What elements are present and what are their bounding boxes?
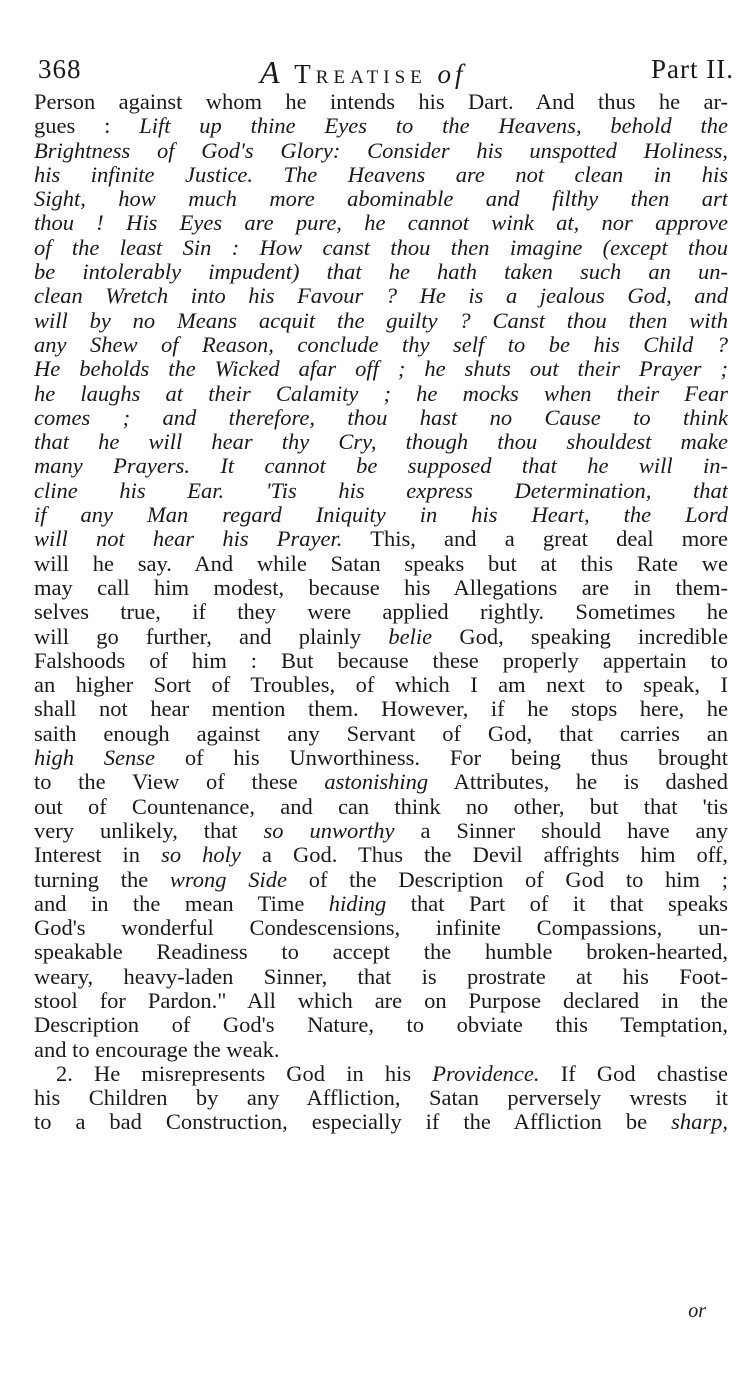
roman-text: a Sinner should have any bbox=[394, 818, 728, 843]
roman-text: selves true, if they were applied rightly. Sometimes he bbox=[34, 600, 728, 625]
italic-text: Lift up thine Eyes to the Heavens, behold the bbox=[139, 114, 728, 139]
italic-text: sharp, bbox=[671, 1110, 728, 1135]
catchword: or bbox=[688, 1300, 706, 1322]
roman-text: and in the mean Time bbox=[34, 891, 329, 916]
italic-text: any Shew of Reason, conclude thy self to be his Child ? bbox=[34, 332, 728, 357]
roman-text: out of Countenance, and can think no other, but that 'tis bbox=[34, 794, 728, 819]
running-title bbox=[260, 54, 467, 91]
running-title-of: of bbox=[437, 59, 467, 89]
text-line bbox=[34, 965, 728, 989]
italic-text: cline his Ear. 'Tis his express Determination, that bbox=[34, 478, 728, 503]
roman-text: very unlikely, that bbox=[34, 818, 264, 843]
text-line bbox=[34, 163, 728, 187]
italic-text: of the least Sin : How canst thou then imagine (except thou bbox=[34, 235, 728, 260]
roman-text: This, and a great deal more bbox=[342, 527, 728, 552]
part-label: Part II. bbox=[651, 54, 734, 84]
text-line bbox=[34, 260, 728, 284]
text-line bbox=[34, 819, 728, 843]
text-line bbox=[34, 211, 728, 235]
roman-text: Interest in bbox=[34, 843, 162, 868]
italic-text: he laughs at their Calamity ; he mocks when their Fear bbox=[34, 381, 728, 406]
text-line bbox=[34, 382, 728, 406]
italic-text: will by no Means acquit the guilty ? Canst thou then with bbox=[34, 308, 728, 333]
italic-text: Providence. bbox=[432, 1061, 540, 1086]
text-line bbox=[34, 868, 728, 892]
text-line bbox=[34, 1062, 728, 1086]
italic-text: will not hear his Prayer. bbox=[34, 527, 343, 552]
roman-text: will he say. And while Satan speaks but at this Rate we bbox=[34, 551, 728, 576]
roman-text: of his Unworthiness. For being thus brought bbox=[155, 746, 728, 771]
italic-text: many Prayers. It cannot be supposed that he will in- bbox=[34, 454, 728, 479]
text-line bbox=[34, 333, 728, 357]
text-line bbox=[34, 649, 728, 673]
text-line bbox=[34, 770, 728, 794]
roman-text: will go further, and plainly bbox=[34, 624, 389, 649]
roman-text: speakable Readiness to accept the humble broken-hearted, bbox=[34, 940, 728, 965]
roman-text: that Part of it that speaks bbox=[386, 891, 728, 916]
italic-text: wrong Side bbox=[169, 867, 287, 892]
text-line bbox=[34, 1038, 728, 1062]
italic-text: astonishing bbox=[324, 770, 429, 795]
body-text bbox=[34, 90, 728, 1135]
text-line bbox=[34, 503, 728, 527]
roman-text: and to encourage the weak. bbox=[34, 1037, 280, 1062]
italic-text: He beholds the Wicked afar off ; he shuts out their Prayer ; bbox=[34, 357, 728, 382]
text-line bbox=[34, 795, 728, 819]
running-title-word: Treatise bbox=[294, 59, 427, 89]
text-line bbox=[34, 90, 728, 114]
italic-text: thou ! His Eyes are pure, he cannot wink at, nor approve bbox=[34, 211, 728, 236]
roman-text: 2. He misrepresents God in his bbox=[56, 1061, 433, 1086]
page-number: 368 bbox=[38, 54, 82, 84]
text-line bbox=[34, 284, 728, 308]
roman-text: Description of God's Nature, to obviate this Temptation, bbox=[34, 1013, 728, 1038]
italic-text: clean Wretch into his Favour ? He is a jealous God, and bbox=[34, 284, 728, 309]
text-line bbox=[34, 625, 728, 649]
italic-text: so holy bbox=[161, 843, 241, 868]
roman-text: his Children by any Affliction, Satan perversely wrests it bbox=[34, 1086, 728, 1111]
text-line bbox=[34, 454, 728, 478]
roman-text: gues : bbox=[34, 114, 140, 139]
text-line bbox=[34, 114, 728, 138]
text-line bbox=[34, 236, 728, 260]
text-line bbox=[34, 187, 728, 211]
text-line bbox=[34, 746, 728, 770]
text-line bbox=[34, 309, 728, 333]
roman-text: a God. Thus the Devil affrights him off, bbox=[240, 843, 728, 868]
italic-text: be intolerably impudent) that he hath taken such an un- bbox=[34, 260, 728, 285]
italic-text: Brightness of God's Glory: Consider his unspotted Holiness, bbox=[34, 138, 728, 163]
roman-text: turning the bbox=[34, 867, 170, 892]
roman-text: saith enough against any Servant of God, that carries an bbox=[34, 721, 728, 746]
text-line bbox=[34, 892, 728, 916]
roman-text: Falshoods of him : But because these properly appertain to bbox=[34, 648, 728, 673]
text-line bbox=[34, 479, 728, 503]
text-line bbox=[34, 722, 728, 746]
italic-text: hiding bbox=[328, 891, 387, 916]
text-line bbox=[34, 552, 728, 576]
text-line bbox=[34, 1110, 728, 1134]
roman-text: Person against whom he intends his Dart. And thus he ar- bbox=[34, 90, 728, 114]
italic-text: high Sense bbox=[34, 746, 156, 771]
roman-text: God's wonderful Condescensions, infinite Compassions, un- bbox=[34, 916, 728, 941]
roman-text: weary, heavy-laden Sinner, that is prostrate at his Foot- bbox=[34, 964, 728, 989]
roman-text: to a bad Construction, especially if the Affliction be bbox=[34, 1110, 672, 1135]
text-line bbox=[34, 576, 728, 600]
text-line bbox=[34, 673, 728, 697]
roman-text: shall not hear mention them. However, if he stops here, he bbox=[34, 697, 728, 722]
text-line bbox=[34, 1086, 728, 1110]
running-title-initial: A bbox=[260, 54, 284, 90]
text-line bbox=[34, 989, 728, 1013]
text-line bbox=[34, 430, 728, 454]
roman-text: to the View of these bbox=[34, 770, 325, 795]
italic-text: that he will hear thy Cry, though thou shouldest make bbox=[34, 430, 728, 455]
italic-text: so unworthy bbox=[263, 818, 395, 843]
roman-text: may call him modest, because his Allegations are in them- bbox=[34, 575, 728, 600]
text-line bbox=[34, 843, 728, 867]
text-line bbox=[34, 600, 728, 624]
text-line bbox=[34, 139, 728, 163]
text-line bbox=[34, 357, 728, 381]
italic-text: his infinite Justice. The Heavens are not clean in his bbox=[34, 162, 728, 187]
roman-text: God, speaking incredible bbox=[432, 624, 728, 649]
roman-text: If God chastise bbox=[539, 1061, 728, 1086]
text-line bbox=[34, 1013, 728, 1037]
text-line bbox=[34, 940, 728, 964]
roman-text: Attributes, he is dashed bbox=[428, 770, 728, 795]
roman-text: an higher Sort of Troubles, of which I am next to speak, I bbox=[34, 673, 728, 698]
text-line bbox=[34, 527, 728, 551]
text-line bbox=[34, 406, 728, 430]
text-line bbox=[34, 697, 728, 721]
italic-text: Sight, how much more abominable and filthy then art bbox=[34, 187, 728, 212]
roman-text: stool for Pardon." All which are on Purpose declared in the bbox=[34, 988, 728, 1013]
italic-text: comes ; and therefore, thou hast no Cause to think bbox=[34, 405, 728, 430]
italic-text: belie bbox=[388, 624, 433, 649]
italic-text: if any Man regard Iniquity in his Heart, the Lord bbox=[34, 503, 728, 528]
text-line bbox=[34, 916, 728, 940]
roman-text: of the Description of God to him ; bbox=[287, 867, 728, 892]
